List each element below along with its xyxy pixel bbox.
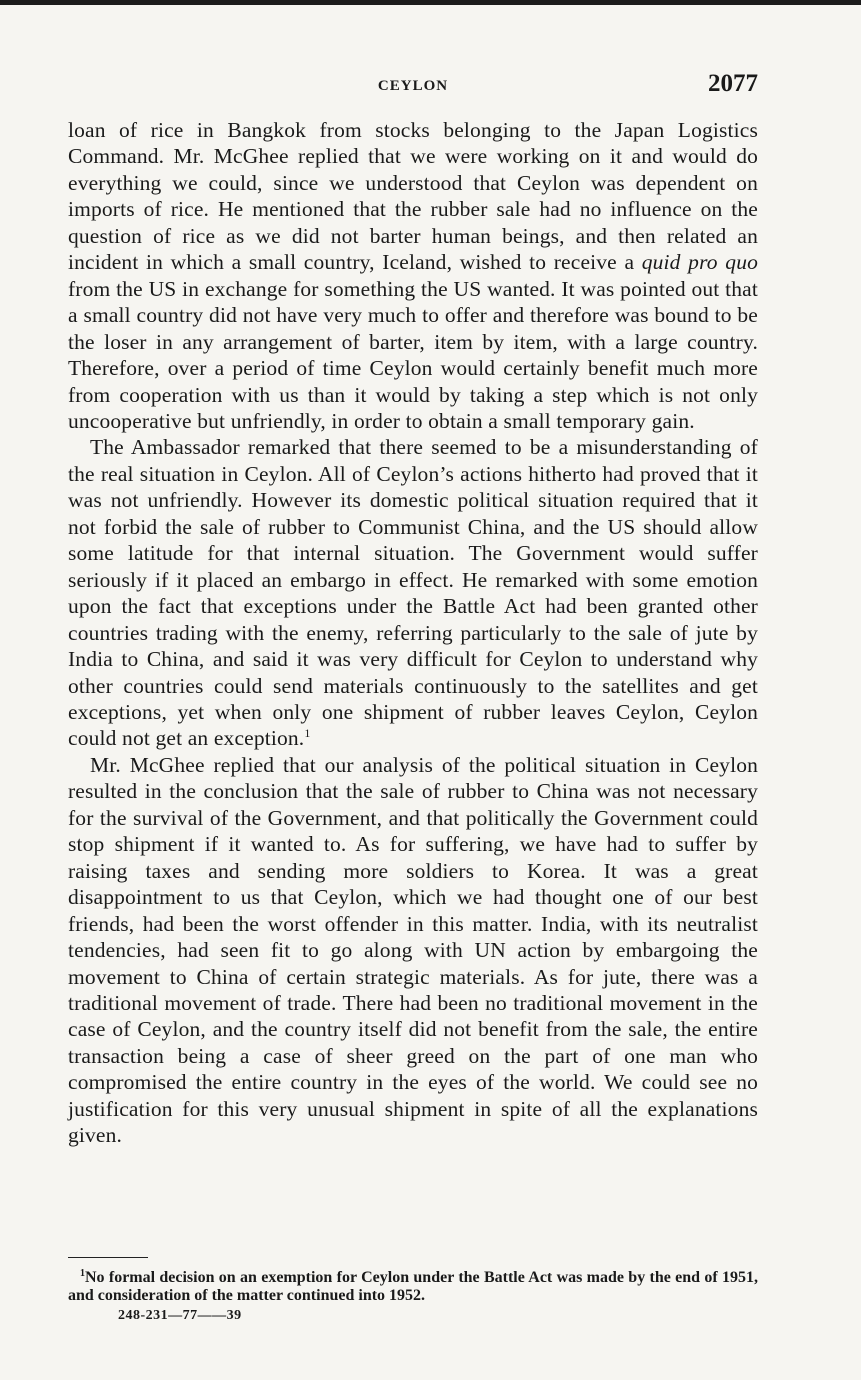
- paragraph-text: from the US in exchange for something the US wanted. It was pointed out that a small country did not have very much to offer and therefore was bound to be the loser in any arrangement of barter, item by item, with a large country. Therefore, over a period of time Ceylon would certainly benefit much more from cooperation with us than it would by taking a step which is not only uncooperative but unfriendly, in order to obtain a small temporary gain.: [68, 276, 758, 433]
- italic-phrase: quid pro quo: [641, 250, 758, 275]
- paragraph-ambassador: [68, 434, 758, 751]
- paragraph-text: Mr. McGhee replied that our analysis of the political situation in Ceylon resulted in the conclusion that the sale of rubber to China was not necessary for the survival of the Government, and that politically the Government could stop shipment if it wanted to. As for suffering, we have had to suffer by raising taxes and sending more soldiers to Korea. It was a great disappointment to us that Ceylon, which we had thought one of our best friends, had been the worst offender in this matter. India, with its neutralist tendencies, had seen fit to go along with UN action by embargoing the movement to China of certain strategic materials. As for jute, there was a traditional movement of trade. There had been no traditional movement in the case of Ceylon, and the country itself did not benefit from the sale, the entire transaction being a case of sheer greed on the part of one man who compromised the entire country in the eyes of the world. We could see no justification for this very unusual shipment in spite of all the explanations given.: [68, 752, 758, 1148]
- body-text: [68, 117, 758, 1149]
- top-edge-rule: [0, 0, 861, 5]
- page-header: [68, 70, 758, 106]
- paragraph-continuation: [68, 117, 758, 434]
- page-number: 2077: [708, 70, 758, 97]
- footnote-separator: [68, 1257, 148, 1258]
- footnote-reference: 1: [304, 726, 311, 741]
- paragraph-text: The Ambassador remarked that there seemed to be a misunderstanding of the real situation in Ceylon. All of Ceylon’s actions hitherto had proved that it was not unfriendly. However its domestic political situation required that it not forbid the sale of rubber to Communist China, and the US should allow some latitude for that internal situation. The Government would suffer seriously if it placed an embargo in effect. He remarked with some emotion upon the fact that exceptions under the Battle Act had been granted other countries trading with the enemy, referring particularly to the sale of jute by India to China, and said it was very difficult for Ceylon to understand why other countries could send materials continuously to the satellites and get exceptions, yet when only one shipment of rubber leaves Ceylon, Ceylon could not get an exception.: [68, 435, 758, 751]
- print-code: 248-231—77——39: [118, 1308, 242, 1323]
- paragraph-text: loan of rice in Bangkok from stocks belonging to the Japan Logistics Command. Mr. McGhee replied that we were working on it and would do everything we could, since we understood that Ceylon was dependent on imports of rice. He mentioned that the rubber sale had no influence on the question of rice as we did not barter human beings, and then related an incident in which a small country, Iceland, wished to receive a: [68, 118, 758, 275]
- footnote: [68, 1269, 758, 1305]
- running-head: CEYLON: [377, 78, 449, 94]
- footnote-text: No formal decision on an exemption for Ceylon under the Battle Act was made by the end of 1951, and consideration of the matter continued into 1952.: [68, 1269, 758, 1304]
- paragraph-mcghee-reply: [68, 752, 758, 1149]
- footnote-marker: 1: [80, 1268, 85, 1279]
